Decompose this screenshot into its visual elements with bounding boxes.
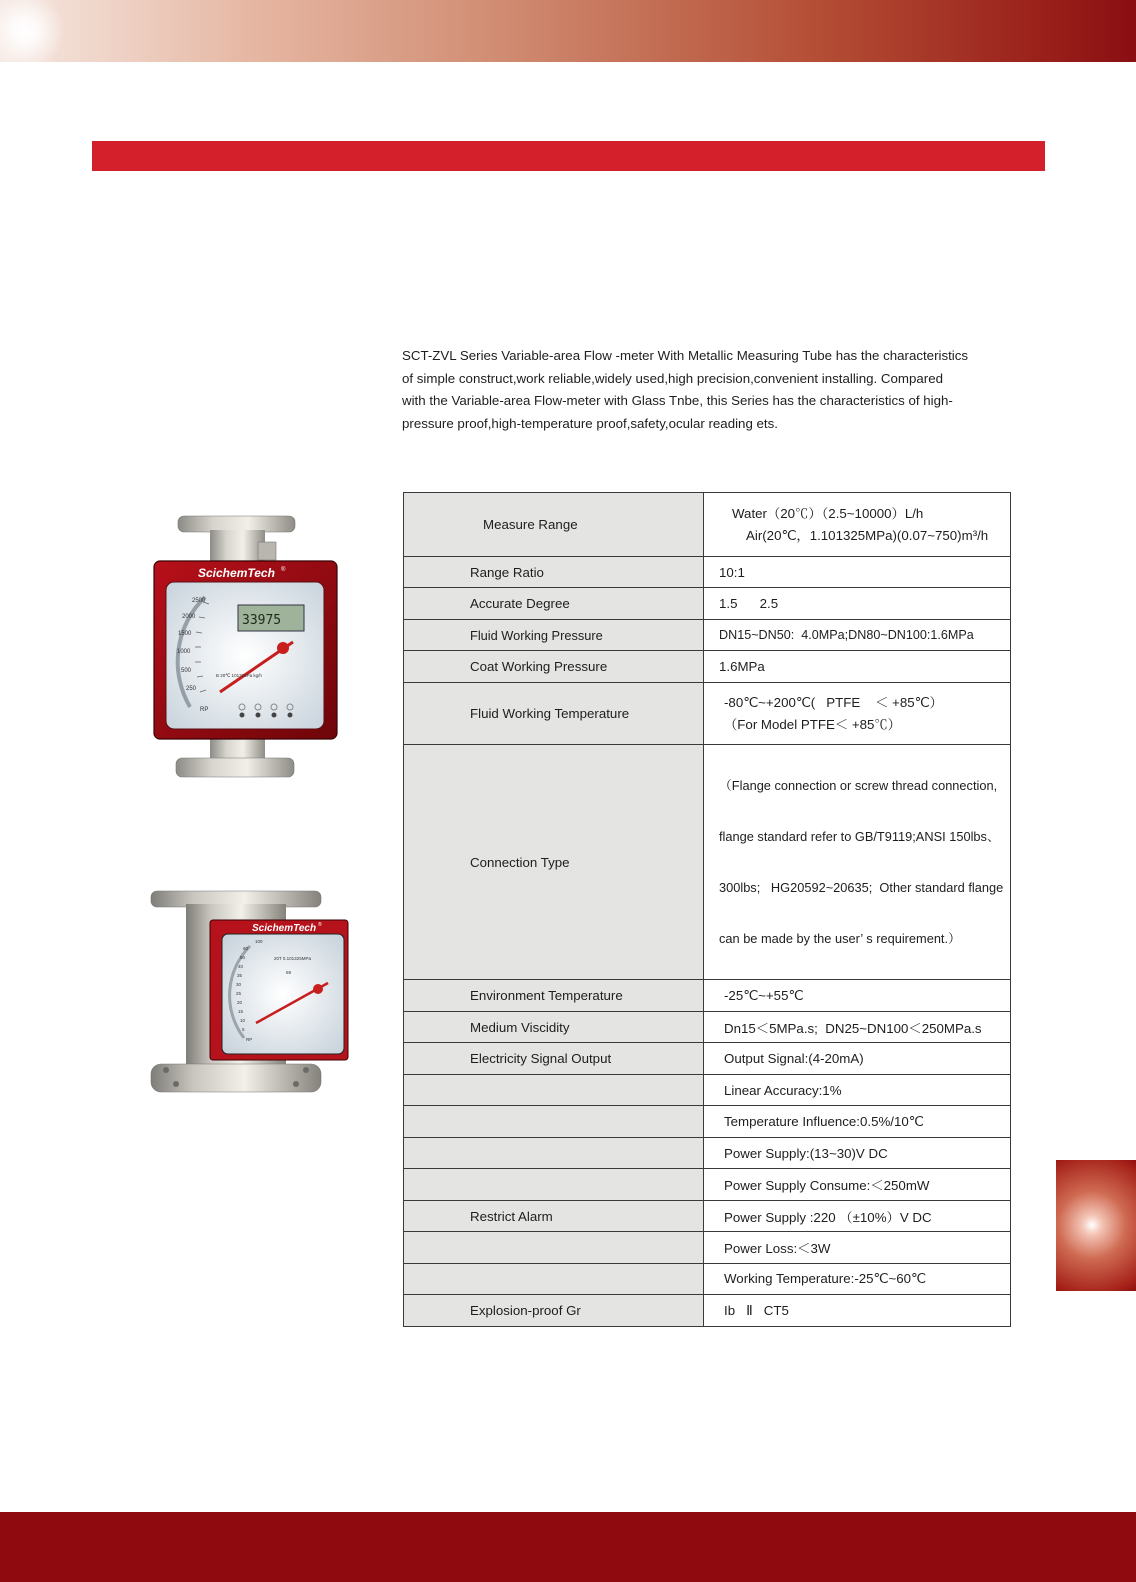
dial-fine-print: B 20℃ 101325Pa kg/h [216,673,262,678]
table-row [404,1169,1011,1201]
spec-label: Fluid Working Pressure [404,620,704,651]
header-gradient-band [0,0,1136,62]
spec-value: Working Temperature:-25℃~60℃ [704,1264,1011,1295]
scale-tick-label: 30 [236,982,242,987]
brand-logo-text: ScichemTech [198,566,275,580]
spec-value-line: flange standard refer to GB/T9119;ANSI 150lbs、 [719,829,1000,844]
spec-value-line: can be made by the user’ s requirement.） [719,931,961,946]
dial-fine-print: 20T 0.101325MPa [274,956,311,961]
table-row [404,588,1011,620]
spec-value: 10:1 [704,557,1011,588]
table-row [404,557,1011,588]
table-row [404,651,1011,683]
scale-tick-label: 2500 [192,598,206,604]
scale-tick-label: 250 [186,686,197,692]
table-row [404,1075,1011,1106]
table-row [404,683,1011,745]
specification-table [403,492,1011,1318]
spec-label: Electricity Signal Output [404,1043,704,1075]
spec-value: Power Supply:(13~30)V DC [704,1138,1011,1169]
spec-value: Linear Accuracy:1% [704,1075,1011,1106]
scale-tick-label: 1500 [178,631,192,637]
intro-line: pressure proof,high-temperature proof,safety,ocular reading ets. [402,415,778,431]
spec-value: Dn15＜5MPa.s; DN25~DN100＜250MPa.s [704,1012,1011,1043]
spec-value-line: （Flange connection or screw thread connection, [719,778,998,793]
scale-tick-label: 60 [243,946,249,951]
table-row [404,1012,1011,1043]
intro-line: with the Variable-area Flow-meter with Glass Tnbe, this Series has the characteristics of high- [402,393,953,408]
brand-logo-text: ScichemTech [252,923,317,934]
scale-tick-label: 50 [240,955,246,960]
spec-label: Accurate Degree [404,588,704,620]
spec-value-line: （For Model PTFE＜ +85℃） [724,716,901,732]
flowmeter-photo-dial [148,888,358,1108]
scale-tick-label: 40 [238,964,244,969]
spec-value: Power Supply Consume:＜250mW [704,1169,1011,1201]
intro-paragraph [402,345,1014,435]
spec-label-empty [404,1138,704,1169]
spec-label: Fluid Working Temperature [404,683,704,745]
spec-value-line: Water（20℃）（2.5~10000）L/h [732,505,924,521]
scale-tick-label: 500 [181,668,192,674]
table-row [404,1043,1011,1075]
spec-value [704,683,1011,745]
flowmeter-dial-illustration [148,888,358,1108]
table-row [404,980,1011,1012]
table-row [404,1106,1011,1138]
spec-value: 1.5 2.5 [704,588,1011,620]
table-row [404,1138,1011,1169]
table-row [404,1264,1011,1295]
scale-tick-label: 1000 [177,649,191,655]
scale-tick-label: 2000 [182,614,196,620]
spec-label: Range Ratio [404,557,704,588]
dial-top-value: 100 [255,939,263,944]
table-row [404,493,1011,557]
table-row [404,1295,1011,1327]
spec-value-line: Air(20℃，1.101325MPa)(0.07~750)m³/h [746,527,989,543]
spec-label: Environment Temperature [404,980,704,1012]
spec-label: Measure Range [404,493,704,557]
scale-tick-label: 35 [237,973,243,978]
spec-value-line: 300lbs; HG20592~20635; Other standard flange [719,880,1004,895]
flowmeter-lcd-illustration [150,512,345,787]
spec-label-empty [404,1169,704,1201]
spec-value: 1.6MPa [704,651,1011,683]
spec-label-empty [404,1106,704,1138]
table-row [404,1201,1011,1232]
spec-label-empty [404,1075,704,1106]
dial-mid-value: 69 [286,970,292,975]
scale-tick-label: 20 [237,1000,243,1005]
registered-mark: ® [281,567,286,573]
spec-value [704,493,1011,557]
spec-value: Power Loss:＜3W [704,1232,1011,1264]
spec-value-line: -80℃~+200℃( PTFE ＜ +85℃） [724,694,943,710]
scale-tick-label: 25 [236,991,242,996]
spec-value [704,745,1011,980]
intro-line: of simple construct,work reliable,widely used,high precision,convenient installing. Compared [402,370,944,386]
table-row [404,1232,1011,1264]
spec-label-empty [404,1232,704,1264]
table-row [404,620,1011,651]
spec-value: Power Supply :220 （±10%）V DC [704,1201,1011,1232]
spec-label: Explosion-proof Gr [404,1295,704,1327]
footer-band [0,1512,1136,1582]
lcd-readout: 33975 [242,613,282,628]
page-edge-tab [1056,1160,1136,1291]
spec-value: -25℃~+55℃ [704,980,1011,1012]
spec-value: Ib Ⅱ CT5 [704,1295,1011,1327]
spec-value: DN15~DN50: 4.0MPa;DN80~DN100:1.6MPa [704,620,1011,651]
intro-line: SCT-ZVL Series Variable-area Flow -meter With Metallic Measuring Tube has the characteristics [402,348,969,363]
spec-label: Coat Working Pressure [404,651,704,683]
scale-tick-label: 15 [238,1009,244,1014]
flowmeter-photo-lcd [150,512,345,787]
spec-label-empty [404,1264,704,1295]
scale-unit-label: RP [200,707,209,713]
spec-label: Medium Viscidity [404,1012,704,1043]
spec-label: Connection Type [404,745,704,980]
scale-tick-label: 5 [242,1027,245,1032]
spec-value: Output Signal:(4-20mA) [704,1043,1011,1075]
table-row [404,745,1011,980]
registered-mark: ® [318,922,322,928]
spec-label: Restrict Alarm [404,1201,704,1232]
spec-value: Temperature Influence:0.5%/10℃ [704,1106,1011,1138]
scale-tick-label: 10 [240,1018,246,1023]
scale-unit-label: RP [246,1037,253,1042]
section-title-bar [92,141,1045,171]
